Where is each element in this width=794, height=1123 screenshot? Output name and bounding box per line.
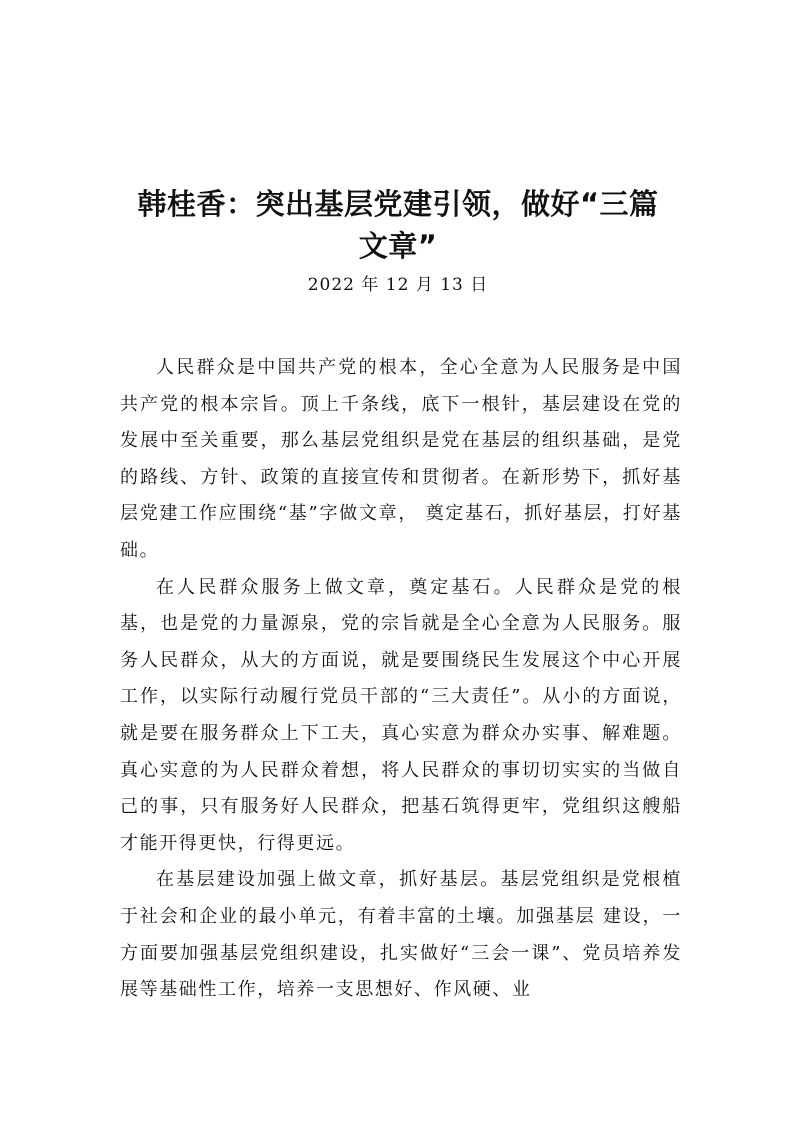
body-paragraph-3: 在基层建设加强上做文章，抓好基层。基层党组织是党根植于社会和企业的最小单元，有着丰富的土壤。加强基层 建设，一方面要加强基层党组织建设，扎实做好“三会一课”、党员培养发展等基础性工作，培养一支思想好、作风硬、业: [120, 869, 682, 1001]
article-title-line-1: 韩桂香：突出基层党建引领，做好“三篇: [137, 187, 659, 221]
article-title-line-2: 文章”: [358, 229, 438, 263]
body-paragraph-1: 人民群众是中国共产党的根本，全心全意为人民服务是中国共产党的根本宗旨。顶上千条线，底下一根针，基层建设在党的发展中至关重要，那么基层党组织是党在基层的组织基础，是党的路线、方针、政策的直接宣传和贯彻者。在新形势下，抓好基层党建工作应围绕“基”字做文章， 奠定基石，抓好基层，打好基础。: [120, 357, 682, 561]
body-paragraph-2: 在人民群众服务上做文章，奠定基石。人民群众是党的根基，也是党的力量源泉，党的宗旨就是全心全意为人民服务。服务人民群众，从大的方面说，就是要围绕民生发展这个中心开展工作，以实际行动履行党员干部的“三大责任”。从小的方面说，就是要在服务群众上下工夫，真心实意为群众办实事、解难题。真心实意的为人民群众着想，将人民群众的事切切实实的当做自己的事，只有服务好人民群众，把基石筑得更牢，党组织这艘船才能开得更快，行得更远。: [120, 576, 682, 854]
publish-date: 2022 年 12 月 13 日: [307, 275, 489, 295]
article-title: [118, 183, 678, 267]
article-body: [120, 350, 682, 1040]
